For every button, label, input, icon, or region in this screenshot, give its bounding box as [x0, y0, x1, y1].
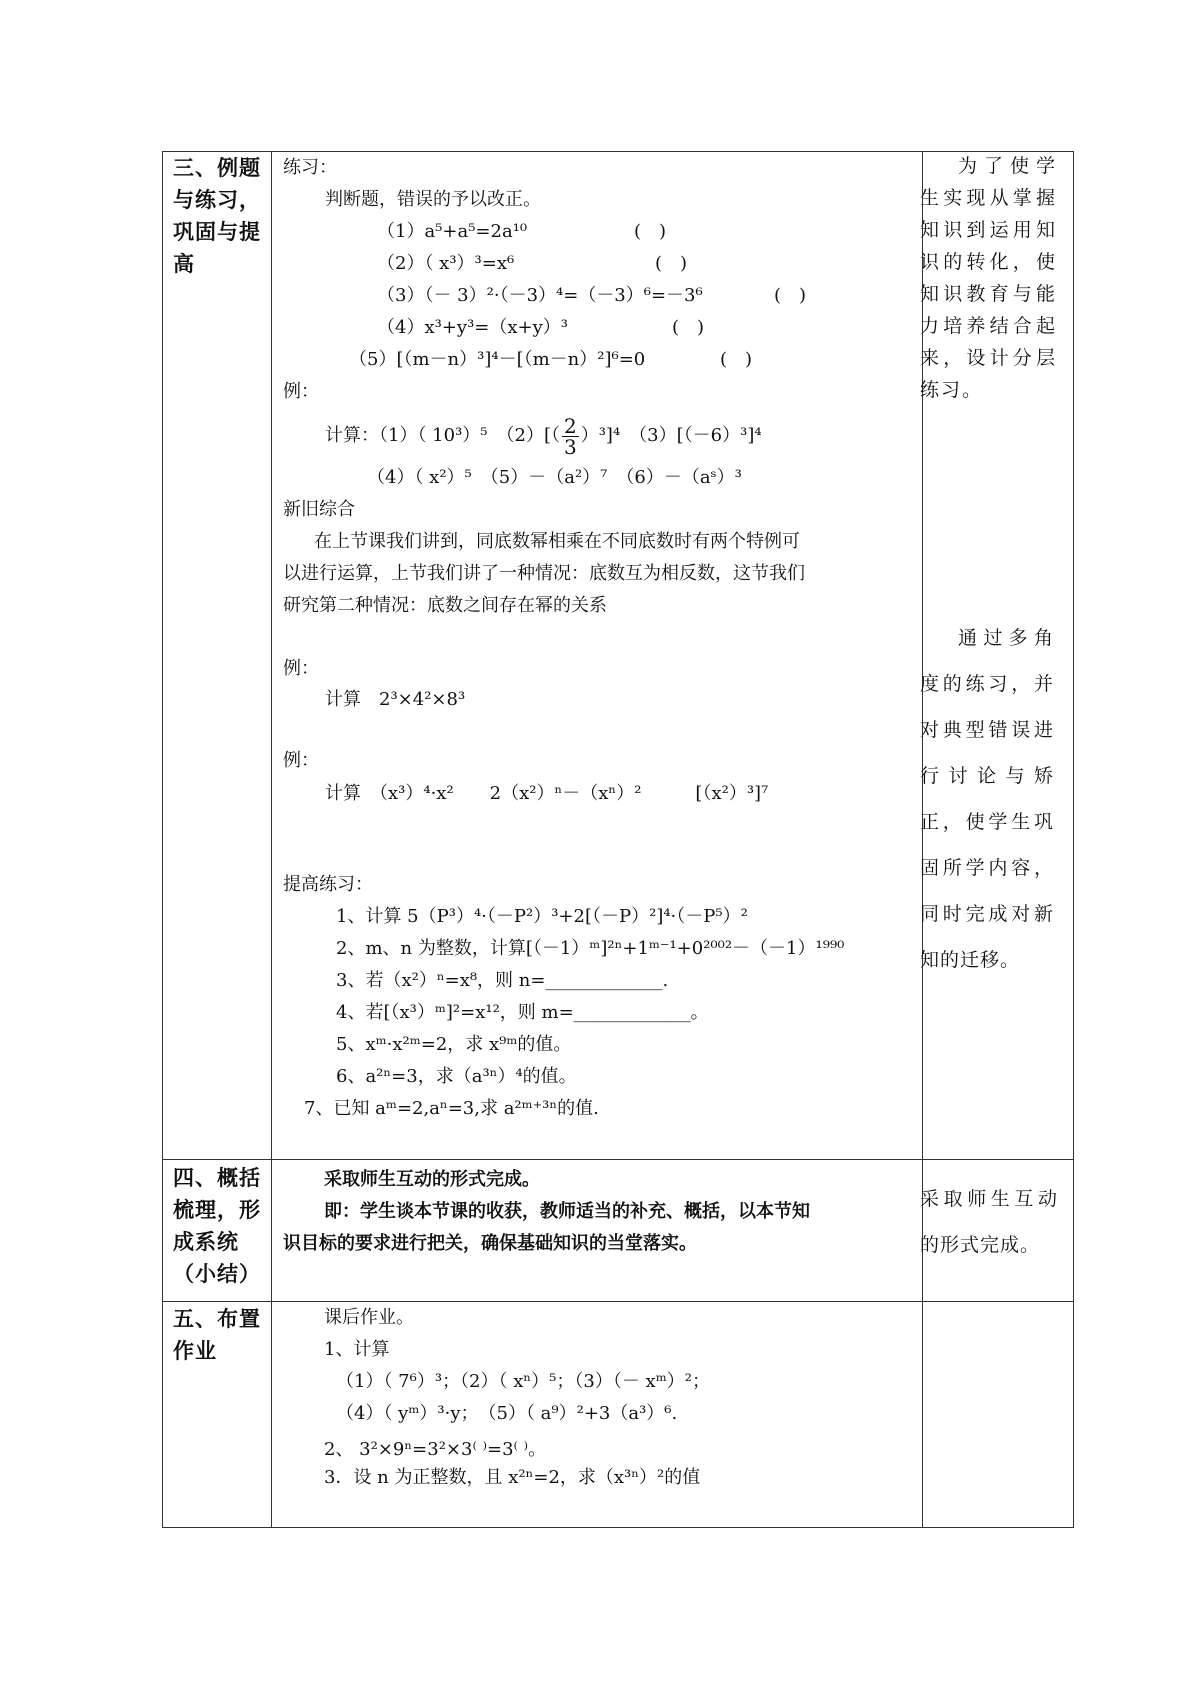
fraction-two-thirds — [562, 413, 579, 459]
section-5-content — [272, 1302, 922, 1526]
section-3-heading-line: 与练习， — [173, 187, 261, 212]
example-label: 例： — [283, 658, 319, 679]
section-3-content — [272, 152, 922, 1159]
section-4-design-note: 采取师生互动的形式完成。 — [920, 1188, 1058, 1256]
section-5-heading-line: 五、布置 — [173, 1306, 261, 1331]
true-false-item-5: （5）[（m－n）³]⁴－[（m－n）²]⁶=0 — [349, 349, 646, 370]
advanced-item-1: 1、计算 5（P³）⁴·（－P²）³+2[（－P）²]⁴·（－P⁵）² — [336, 906, 748, 927]
calc-exercise-line-2: （4）（ x²）⁵ （5）－（a²）⁷ （6）－（aˢ）³ — [367, 467, 742, 488]
fraction-numerator: 2 — [563, 413, 577, 438]
true-false-item-3: （3）（－ 3）²·（－3）⁴=（－3）⁶=－3⁶ — [377, 285, 703, 306]
homework-item-1-row-2: （4）（ yᵐ）³·y； （5）（ a⁹）²+3（a³）⁶. — [336, 1403, 678, 1424]
table-border-right — [1073, 151, 1074, 1528]
example-label: 例： — [283, 381, 319, 402]
calc-exercise-line-1 — [325, 410, 762, 462]
homework-label: 课后作业。 — [324, 1307, 414, 1328]
true-false-item-4: （4）x³+y³=（x+y）³ — [377, 317, 568, 338]
answer-brackets: ( ) — [634, 221, 667, 242]
answer-brackets: ( ) — [655, 253, 688, 274]
homework-item-2: 2、 3²×9ⁿ=3²×3⁽ ⁾=3⁽ ⁾。 — [324, 1439, 547, 1460]
calc-exercise-part-2: ）³]⁴ （3）[（－6）³]⁴ — [580, 425, 762, 446]
true-false-item-2: （2）（ x³）³=x⁶ — [377, 253, 515, 274]
section-4-heading-line: （小结） — [173, 1261, 261, 1286]
homework-item-3: 3．设 n 为正整数，且 x²ⁿ=2，求（x³ⁿ）²的值 — [324, 1467, 701, 1488]
explanation-line-3: 研究第二种情况：底数之间存在幂的关系 — [283, 595, 607, 616]
summary-detail-line-1: 即：学生谈本节课的收获，教师适当的补充、概括，以本节知 — [324, 1201, 810, 1222]
example-calc-2: 计算 （x³）⁴·x² 2（x²）ⁿ－（xⁿ）² [（x²）³]⁷ — [325, 783, 769, 804]
advanced-item-4: 4、若[（x³）ᵐ]²=x¹²，则 m=_____________。 — [336, 1002, 709, 1023]
explanation-line-1: 在上节课我们讲到，同底数幂相乘在不同底数时有两个特例可 — [314, 531, 800, 552]
example-calc-1: 计算 2³×4²×8³ — [325, 689, 466, 710]
section-3-heading-line: 三、例题 — [173, 155, 261, 180]
section-5-heading — [173, 1303, 269, 1367]
advanced-item-6: 6、a²ⁿ=3，求（a³ⁿ）⁴的值。 — [336, 1066, 577, 1087]
homework-item-1-title: 1、计算 — [324, 1339, 390, 1360]
section-3-design-note-2: 通过多角度的练习，并对典型错误进行讨论与矫正，使学生巩固所学内容，同时完成对新知的迁移。 — [920, 627, 1054, 971]
fraction-denominator: 3 — [563, 434, 577, 459]
practice-label: 练习： — [283, 157, 337, 178]
table-border-left — [162, 151, 163, 1528]
true-false-item-1: （1）a⁵+a⁵=2a¹⁰ — [377, 221, 528, 242]
section-3-heading — [173, 152, 269, 280]
section-4-heading-line: 四、概括 — [173, 1165, 261, 1190]
true-false-instruction: 判断题，错误的予以改正。 — [325, 189, 541, 210]
homework-item-1-row-1: （1）（ 7⁶）³；（2）（ xⁿ）⁵；（3）（－ xᵐ）²； — [336, 1371, 710, 1392]
section-3-heading-line: 高 — [173, 251, 195, 276]
summary-method: 采取师生互动的形式完成。 — [324, 1169, 540, 1190]
section-3-design-note-1: 为了使学生实现从掌握知识到运用知识的转化，使知识教育与能力培养结合起来，设计分层练习。 — [920, 155, 1057, 401]
answer-brackets: ( ) — [774, 285, 807, 306]
section-4-heading-line: 梳理，形 — [173, 1197, 261, 1222]
section-5-heading-line: 作业 — [173, 1338, 217, 1363]
section-4-heading — [173, 1162, 269, 1290]
section-4-content — [272, 1160, 922, 1300]
answer-brackets: ( ) — [672, 317, 705, 338]
section-3-heading-line: 巩固与提 — [173, 219, 261, 244]
advanced-item-5: 5、xᵐ·x²ᵐ=2，求 x⁹ᵐ的值。 — [336, 1034, 572, 1055]
section-4-heading-line: 成系统 — [173, 1229, 239, 1254]
advanced-item-3: 3、若（x²）ⁿ=x⁸，则 n=_____________. — [336, 970, 669, 991]
calc-exercise-part-1: 计算：（1）（ 10³）⁵ （2）[（ — [325, 425, 560, 446]
explanation-line-2: 以进行运算，上节我们讲了一种情况：底数互为相反数，这节我们 — [283, 563, 805, 584]
summary-detail-line-2: 识目标的要求进行把关，确保基础知识的当堂落实。 — [283, 1233, 697, 1254]
new-old-combined-label: 新旧综合 — [283, 499, 355, 520]
example-label: 例： — [283, 750, 319, 771]
table-border-bottom — [162, 1527, 1074, 1528]
advanced-item-2: 2、m、n 为整数，计算[（－1）ᵐ]²ⁿ+1ᵐ⁻¹+0²⁰⁰²－（－1）¹⁹⁹⁰ — [336, 938, 845, 959]
advanced-item-7: 7、已知 aᵐ=2,aⁿ=3,求 a²ᵐ⁺³ⁿ的值. — [304, 1098, 599, 1119]
answer-brackets: ( ) — [720, 349, 753, 370]
advanced-practice-label: 提高练习： — [283, 874, 373, 895]
